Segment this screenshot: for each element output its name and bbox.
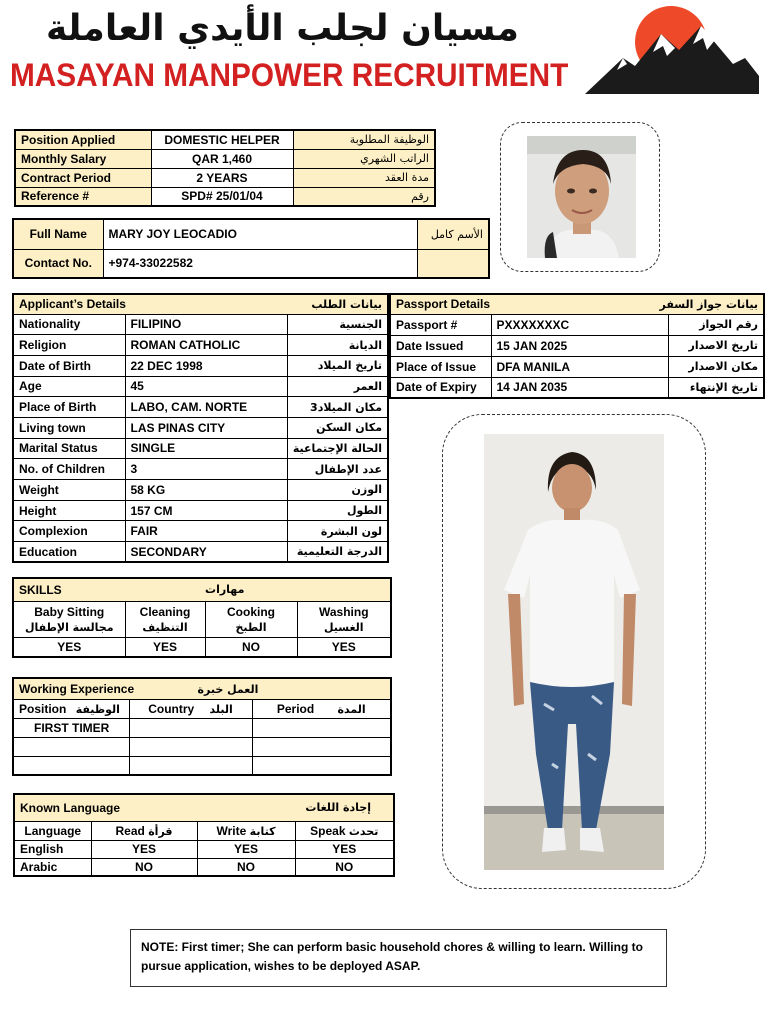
experience-period — [252, 718, 391, 737]
exp-col-position-en: Position — [19, 701, 67, 716]
passport-row — [390, 356, 764, 377]
passport-label: Date of Expiry — [390, 377, 491, 398]
position-value: 2 YEARS — [151, 168, 293, 187]
applicant-row — [13, 397, 388, 418]
passport-value: 14 JAN 2035 — [491, 377, 668, 398]
position-value: QAR 1,460 — [151, 149, 293, 168]
full-name-label-ar: الأسم كامل — [417, 219, 489, 249]
applicant-label-ar: الطول — [287, 500, 388, 521]
applicant-value: 58 KG — [125, 480, 287, 501]
skill-name-ar: التنظيف — [142, 621, 188, 634]
experience-row — [13, 756, 391, 775]
experience-position — [13, 756, 129, 775]
applicant-value: ROMAN CATHOLIC — [125, 335, 287, 356]
lang-col-language: Language — [14, 821, 91, 840]
applicant-label-ar: عدد الإطفال — [287, 459, 388, 480]
applicant-row — [13, 355, 388, 376]
applicant-value: 3 — [125, 459, 287, 480]
position-row — [15, 130, 435, 149]
exp-col-period-en: Period — [276, 701, 315, 716]
exp-col-period-ar: المدة — [337, 702, 366, 716]
working-experience-table — [12, 677, 392, 776]
experience-country — [129, 718, 252, 737]
applicant-value: SECONDARY — [125, 542, 287, 563]
contact-value: +974-33022582 — [103, 249, 417, 278]
position-value: SPD# 25/01/04 — [151, 187, 293, 206]
applicant-value: 157 CM — [125, 500, 287, 521]
applicant-row — [13, 314, 388, 335]
applicant-row — [13, 438, 388, 459]
mountain-sun-logo-icon — [583, 4, 759, 96]
lang-col-write-ar: كتابة — [249, 824, 276, 838]
position-label: Position Applied — [15, 130, 151, 149]
position-label: Reference # — [15, 187, 151, 206]
applicant-label: Religion — [13, 335, 125, 356]
company-name-english: MASAYAN MANPOWER RECRUITMENT — [10, 57, 569, 93]
passport-label-ar: رقم الجواز — [668, 314, 764, 335]
lang-col-speak-ar: تحدث — [348, 824, 379, 838]
passport-row — [390, 377, 764, 398]
passport-row — [390, 335, 764, 356]
passport-label: Place of Issue — [390, 356, 491, 377]
language-row — [14, 840, 394, 858]
full-name-label: Full Name — [13, 219, 103, 249]
skill-value: YES — [13, 637, 125, 657]
passport-value: PXXXXXXXC — [491, 314, 668, 335]
passport-label-ar: مكان الاصدار — [668, 356, 764, 377]
lang-col-read — [91, 821, 197, 840]
skill-name-ar: الغسيل — [323, 621, 364, 634]
position-table — [14, 129, 436, 207]
known-language-table — [13, 793, 395, 877]
position-label-ar: رقم — [293, 187, 435, 206]
applicant-label: Education — [13, 542, 125, 563]
language-section-title-ar: إجادة اللغات — [197, 794, 394, 821]
applicant-row — [13, 335, 388, 356]
language-read: YES — [91, 840, 197, 858]
skill-value: YES — [125, 637, 205, 657]
applicant-row — [13, 376, 388, 397]
applicant-label: Living town — [13, 417, 125, 438]
language-speak: NO — [295, 858, 394, 876]
language-name: Arabic — [14, 858, 91, 876]
applicant-label: Height — [13, 500, 125, 521]
applicant-label: Age — [13, 376, 125, 397]
applicant-row — [13, 542, 388, 563]
applicant-label: Place of Birth — [13, 397, 125, 418]
applicant-label: Weight — [13, 480, 125, 501]
company-name-arabic: مسيان لجلب الأيدي العاملة — [46, 8, 519, 49]
experience-position: FIRST TIMER — [13, 718, 129, 737]
language-row — [14, 858, 394, 876]
skill-name: Cleaning — [139, 605, 191, 619]
applicant-value: SINGLE — [125, 438, 287, 459]
experience-row — [13, 718, 391, 737]
exp-col-country-en: Country — [148, 701, 195, 716]
passport-section-title: Passport Details — [390, 294, 668, 314]
applicant-value: FILIPINO — [125, 314, 287, 335]
applicant-section-title: Applicant’s Details — [13, 294, 287, 314]
passport-section-title-ar: بيانات جواز السفر — [668, 294, 764, 314]
passport-details-table — [389, 293, 765, 399]
experience-country — [129, 756, 252, 775]
skill-name: Washing — [318, 605, 369, 619]
language-read: NO — [91, 858, 197, 876]
applicant-row — [13, 521, 388, 542]
applicant-label: No. of Children — [13, 459, 125, 480]
position-label-ar: الوظيفة المطلوبة — [293, 130, 435, 149]
applicant-row — [13, 500, 388, 521]
skill-name: Baby Sitting — [34, 605, 105, 619]
language-speak: YES — [295, 840, 394, 858]
applicant-label: Nationality — [13, 314, 125, 335]
applicant-row — [13, 417, 388, 438]
contact-label: Contact No. — [13, 249, 103, 278]
position-row — [15, 149, 435, 168]
applicant-value: 22 DEC 1998 — [125, 355, 287, 376]
exp-col-period — [252, 699, 391, 718]
position-label-ar: الراتب الشهري — [293, 149, 435, 168]
skill-header — [125, 601, 205, 637]
passport-label: Date Issued — [390, 335, 491, 356]
experience-section-title — [13, 678, 259, 699]
position-label-ar: مدة العقد — [293, 168, 435, 187]
applicant-label-ar: الديانة — [287, 335, 388, 356]
experience-title-en: Working Experience — [19, 681, 135, 696]
language-write: YES — [197, 840, 295, 858]
skill-value: NO — [205, 637, 297, 657]
applicant-label-ar: لون البشرة — [287, 521, 388, 542]
experience-position — [13, 737, 129, 756]
skills-section-title: SKILLS — [13, 578, 205, 601]
position-value: DOMESTIC HELPER — [151, 130, 293, 149]
passport-label: Passport # — [390, 314, 491, 335]
passport-value: 15 JAN 2025 — [491, 335, 668, 356]
exp-col-position-ar: الوظيفة — [75, 702, 120, 716]
skill-value: YES — [297, 637, 391, 657]
passport-label-ar: تاريخ الإنتهاء — [668, 377, 764, 398]
position-row — [15, 187, 435, 206]
applicant-label-ar: الجنسية — [287, 314, 388, 335]
lang-col-write — [197, 821, 295, 840]
applicant-label-ar: تاريخ الميلاد — [287, 355, 388, 376]
experience-period — [252, 756, 391, 775]
identity-table — [12, 218, 490, 279]
applicant-value: LAS PINAS CITY — [125, 417, 287, 438]
applicant-row — [13, 480, 388, 501]
skill-header — [297, 601, 391, 637]
position-label: Contract Period — [15, 168, 151, 187]
applicant-section-title-ar: بيانات الطلب — [287, 294, 388, 314]
lang-col-speak-en: Speak — [310, 823, 346, 838]
applicant-label: Date of Birth — [13, 355, 125, 376]
skill-header — [205, 601, 297, 637]
full-name-value: MARY JOY LEOCADIO — [103, 219, 417, 249]
applicant-value: 45 — [125, 376, 287, 397]
skill-header — [13, 601, 125, 637]
language-name: English — [14, 840, 91, 858]
language-section-title: Known Language — [14, 794, 197, 821]
passport-label-ar: تاريخ الاصدار — [668, 335, 764, 356]
applicant-label-ar: الوزن — [287, 480, 388, 501]
exp-col-country — [129, 699, 252, 718]
note-box: NOTE: First timer; She can perform basic household chores & willing to learn. Willing to pursue application, wishes to be deployed ASAP. — [130, 929, 667, 987]
experience-period — [252, 737, 391, 756]
applicant-label-ar: مكان الميلاد3 — [287, 397, 388, 418]
language-write: NO — [197, 858, 295, 876]
skills-table — [12, 577, 392, 658]
exp-col-position — [13, 699, 129, 718]
applicant-label-ar: الحالة الإجتماعية — [287, 438, 388, 459]
position-label: Monthly Salary — [15, 149, 151, 168]
skill-name-ar: الطبخ — [235, 621, 267, 634]
lang-col-read-en: Read — [115, 823, 145, 838]
applicant-row — [13, 459, 388, 480]
lang-col-speak — [295, 821, 394, 840]
full-body-photo — [484, 434, 664, 870]
experience-row — [13, 737, 391, 756]
exp-col-country-ar: البلد — [209, 702, 233, 716]
experience-country — [129, 737, 252, 756]
passport-value: DFA MANILA — [491, 356, 668, 377]
applicant-label: Marital Status — [13, 438, 125, 459]
applicant-value: FAIR — [125, 521, 287, 542]
experience-title-ar: العمل خبرة — [197, 682, 259, 696]
applicant-label: Complexion — [13, 521, 125, 542]
applicant-details-table — [12, 293, 389, 563]
position-row — [15, 168, 435, 187]
applicant-label-ar: الدرجة التعليمية — [287, 542, 388, 563]
skill-name-ar: مجالسة الإطفال — [24, 621, 114, 634]
lang-col-write-en: Write — [216, 823, 247, 838]
skill-name: Cooking — [227, 605, 276, 619]
skills-section-title-ar: مهارات — [205, 578, 391, 601]
contact-empty-cell — [417, 249, 489, 278]
lang-col-read-ar: قرأة — [148, 824, 173, 838]
applicant-value: LABO, CAM. NORTE — [125, 397, 287, 418]
experience-title-empty — [252, 678, 391, 699]
passport-row — [390, 314, 764, 335]
applicant-label-ar: العمر — [287, 376, 388, 397]
portrait-photo — [527, 136, 636, 258]
applicant-label-ar: مكان السكن — [287, 417, 388, 438]
